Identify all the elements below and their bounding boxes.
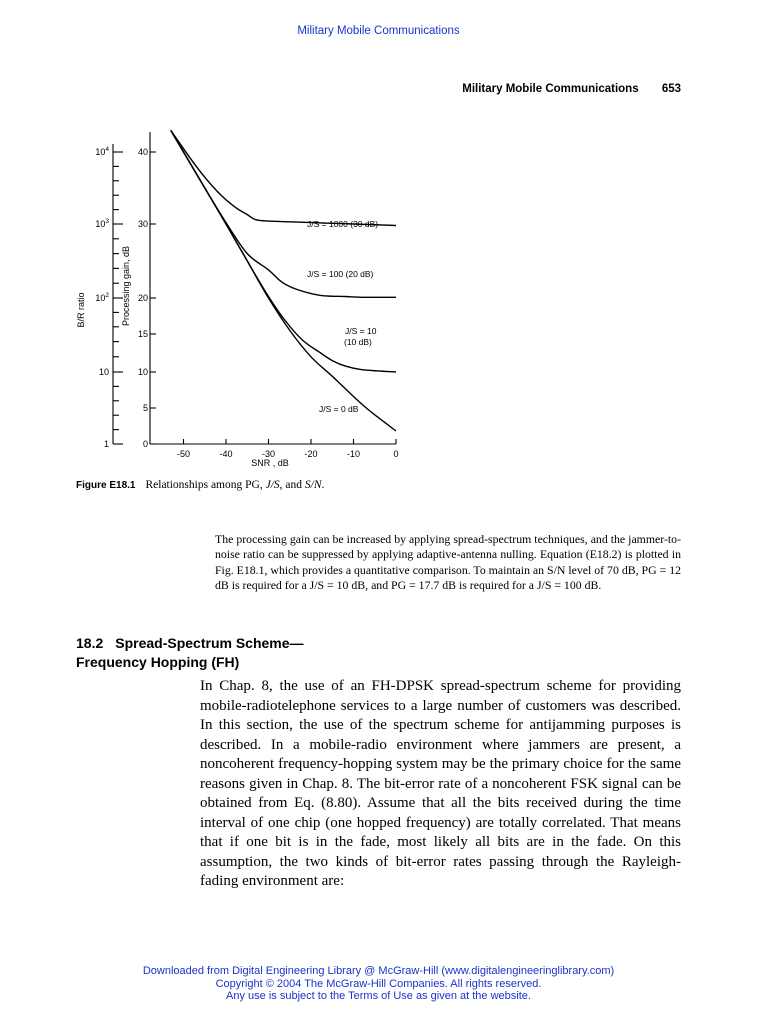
curve-label-js-0: J/S = 0 dB	[319, 404, 359, 414]
br-ratio-axis-label: B/R ratio	[76, 292, 86, 328]
footer-copyright: Copyright © 2004 The McGraw-Hill Companies. All rights reserved.	[215, 977, 542, 990]
processing-gain-tick-labels	[138, 147, 148, 449]
pg-tick-label: 20	[137, 293, 148, 303]
figure-e18-1	[70, 120, 410, 475]
running-head	[462, 83, 681, 95]
br-tick-label: $10^2$	[95, 292, 109, 303]
br-ratio-tick-labels	[95, 146, 109, 449]
section-number: 18.2	[76, 635, 104, 651]
figure-caption	[76, 479, 324, 491]
snr-axis	[150, 439, 396, 444]
curve-label-js-10-db: (10 dB)	[344, 337, 372, 347]
curves	[171, 130, 396, 431]
footer-download-link[interactable]: Downloaded from Digital Engineering Library @ McGraw-Hill (www.digitalengineeringlibrary.com)	[142, 965, 615, 977]
running-head-title: Military Mobile Communications	[462, 83, 639, 95]
pg-js-sn-chart	[70, 120, 410, 470]
br-tick-label: 10	[98, 367, 109, 377]
br-tick-label: 1	[103, 439, 109, 449]
section-title-line1: Spread-Spectrum Scheme—	[115, 635, 304, 651]
footer	[0, 965, 757, 1003]
curve-label-js-10: J/S = 10	[345, 326, 377, 336]
curve-series-3	[171, 130, 396, 431]
section-title-line2: Frequency Hopping (FH)	[76, 654, 240, 670]
curve-series-0	[171, 130, 396, 225]
br-tick-label: $10^4$	[95, 146, 109, 157]
snr-tick-label: -30	[261, 449, 276, 459]
processing-gain-axis-label: Processing gain, dB	[121, 245, 131, 327]
snr-tick-label: -20	[304, 449, 318, 459]
caption-part-4: S/N	[304, 479, 322, 491]
top-title-link[interactable]: Military Mobile Communications	[297, 25, 460, 37]
pg-tick-label: 0	[142, 439, 148, 449]
figure-label: Figure E18.1	[76, 480, 136, 491]
snr-axis-label: SNR , dB	[251, 458, 289, 468]
curve-label-js-100: J/S = 100 (20 dB)	[307, 269, 374, 279]
page-number: 653	[661, 83, 681, 95]
pg-tick-label: 15	[137, 329, 148, 339]
snr-tick-label: 0	[393, 449, 399, 459]
snr-tick-label: -10	[346, 449, 361, 459]
snr-tick-label: -40	[219, 449, 233, 459]
caption-part-1: Relationships among PG,	[145, 479, 266, 491]
caption-part-3: , and	[279, 479, 305, 491]
pg-tick-label: 10	[137, 367, 148, 377]
br-tick-label: $10^3$	[95, 218, 109, 229]
section-heading	[76, 634, 396, 672]
snr-tick-label: -50	[176, 449, 191, 459]
curve-label-js-1000: J/S = 1000 (30 dB)	[307, 219, 379, 229]
footer-terms-link[interactable]: Any use is subject to the Terms of Use as given at the website.	[226, 990, 531, 1002]
body-paragraph-main: In Chap. 8, the use of an FH-DPSK spread-spectrum scheme for providing mobile-radiotelephone services to a large number of customers was described. In this section, the use of the spectrum scheme for antijamming purposes is described. In a mobile-radio environment where jammers are present, a noncoherent frequency-hopping system may be the primary choice for the same reasons given in Chap. 8. The bit-error rate of a noncoherent FSK signal can be obtained from Eq. (8.80). Assume that all the bits received during the time interval of one chip (one hopped frequency) are totally correlated. That means that if one bit is in the fade, most likely all bits are in the fade. On this assumption, the two kinds of bit-error rates passing through the Rayleigh-fading environment are:	[200, 678, 681, 889]
processing-gain-axis	[150, 132, 156, 444]
pg-tick-label: 40	[137, 147, 148, 157]
pg-tick-label: 30	[137, 219, 148, 229]
caption-part-5: .	[321, 479, 325, 491]
body-paragraph-small: The processing gain can be increased by applying spread-spectrum techniques, and the jammer-to-noise ratio can be suppressed by applying adaptive-antenna nulling. Equation (E18.2) is plotted in Fig. E18.1, which provides a quantitative comparison. To maintain an S/N level of 70 dB, PG = 12 dB is required for a J/S = 10 dB, and PG = 17.7 dB is required for a J/S = 100 dB.	[215, 532, 681, 592]
pg-tick-label: 5	[142, 403, 148, 413]
caption-part-2: J/S	[265, 479, 280, 491]
